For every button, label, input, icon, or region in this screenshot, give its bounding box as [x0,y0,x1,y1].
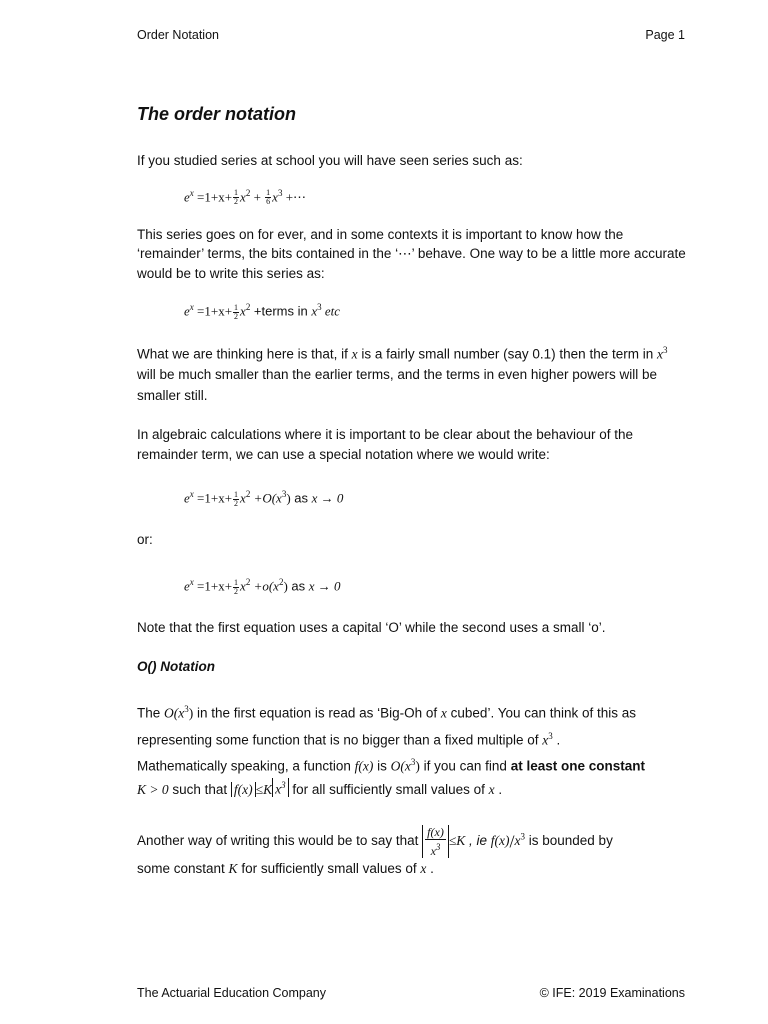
equation-exp-series: $e^x =1+x+$ $\frac{1}{2}$ $x^2$ + $\frac{1}{6}$ $x^3$ +⋯ [184,187,307,207]
paragraph-note: Note that the first equation uses a capital ‘O’ while the second uses a small ‘o’. [137,620,606,636]
page-title: The order notation [137,104,296,124]
paragraph-algebraic: In algebraic calculations where it is important to be clear about the behaviour of the remainder term, we can use a special notation where we would write: [137,427,634,462]
footer-copyright: © IFE: 2019 Examinations [539,986,685,1000]
paragraph-small-number: What we are thinking here is that, if x is a fairly small number (say 0.1) then the term in $x^3$ will be much smaller than the earlier terms, and the terms in even higher powers will be smaller still. [137,344,668,404]
paragraph-remainder: This series goes on for ever, and in some contexts it is important to know how the ‘remainder’ terms, the bits contained in the ‘⋯’ behave. One way to be a little more accurate would be to write this series as: [137,226,686,281]
equation-terms-in: $e^x =1+x+$ $\frac{1}{2}$ $x^2$ +terms in $x^3$ etc [184,302,341,322]
paragraph-another-way: Another way of writing this would be to say that $\frac{f(x)}{x^3}$ ≤K , ie $f(x)/x^3$ is bounded by some constant K for sufficiently small values of x . [137,824,613,876]
footer-company: The Actuarial Education Company [137,986,326,1000]
page-number: Page 1 [645,28,685,42]
paragraph-intro: If you studied series at school you will have seen series such as: [137,153,523,168]
page-footer [137,986,685,1000]
header-title: Order Notation [137,28,219,42]
paragraph-big-oh: The $O(x^3)$ in the first equation is read as ‘Big-Oh of x cubed’. You can think of this as representing some function that is no bigger than a fixed multiple of $x^3$ . Mathematically speaking, a function f(x) is $O(x^3)$ if you can find at least one constant K > 0 such that f(x) ≤K $x^3$ for all sufficiently small values of x . [137,704,645,797]
page-header [137,28,685,42]
equation-big-o: $e^x =1+x+$ $\frac{1}{2}$ $x^2 +O(x^3)$ as x → 0 [184,489,344,508]
section-heading: O() Notation [137,658,215,674]
main-content [137,104,687,880]
paragraph-or: or: [137,532,153,548]
equation-small-o: $e^x =1+x+$ $\frac{1}{2}$ $x^2 +o(x^2)$ as x → 0 [184,576,341,596]
